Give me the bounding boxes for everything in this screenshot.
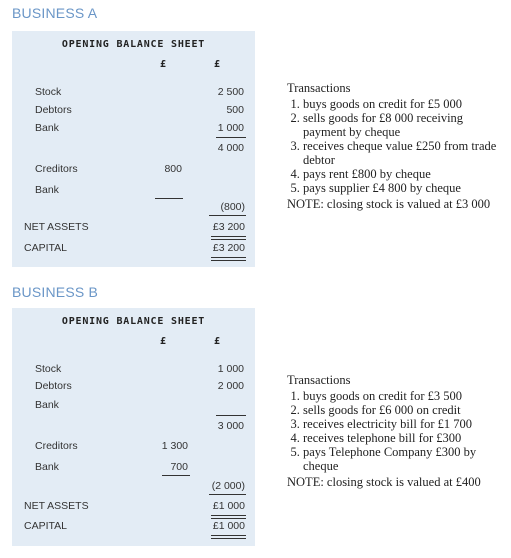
sheet-title: OPENING BALANCE SHEET [61, 316, 206, 327]
transactions-heading: Transactions [287, 81, 351, 95]
transaction-item: 5. pays supplier £4 800 by cheque [303, 181, 507, 195]
transaction-item: 2. sells goods for £6 000 on credit [303, 403, 507, 417]
double-rule [211, 515, 246, 519]
transaction-item: 3. receives electricity bill for £1 700 [303, 417, 507, 431]
transaction-item: 4. pays rent £800 by cheque [303, 167, 507, 181]
subtotal-rule [216, 415, 246, 416]
stock-value: 2 500 [217, 86, 244, 98]
capital-value: £1 000 [212, 520, 245, 532]
bank-value: 1 000 [217, 122, 244, 134]
creditors-value: 800 [164, 163, 182, 175]
debtors-value: 2 000 [217, 380, 244, 392]
transaction-item: 2. sells goods for £8 000 receiving payment by cheque [303, 111, 507, 139]
creditors-value: 1 300 [161, 440, 188, 452]
bank-label: Bank [35, 399, 59, 411]
business-b-heading: BUSINESS B [12, 284, 99, 300]
net-assets-rule [209, 494, 246, 495]
bank2-value: 700 [170, 461, 188, 473]
net-assets-value: £1 000 [212, 500, 245, 512]
business-b-transactions [287, 373, 507, 489]
net-assets-value: £3 200 [212, 221, 245, 233]
double-rule [211, 257, 246, 261]
creditors-label: Creditors [35, 163, 78, 175]
stock-label: Stock [35, 363, 62, 375]
liabilities-rule [162, 475, 190, 476]
bank-label: Bank [35, 122, 59, 134]
transaction-item: 3. receives cheque value £250 from trade debtor [303, 139, 507, 167]
currency-header: £ [214, 336, 221, 347]
subtotal-rule [216, 137, 246, 138]
stock-value: 1 000 [217, 363, 244, 375]
closing-stock-note: NOTE: closing stock is valued at £3 000 [287, 197, 491, 211]
bank2-label: Bank [35, 461, 59, 473]
liabilities-rule [155, 198, 183, 199]
double-rule [211, 535, 246, 539]
business-b-balance-sheet [12, 308, 255, 546]
closing-stock-note: NOTE: closing stock is valued at £400 [287, 475, 481, 489]
currency-header: £ [160, 59, 167, 70]
business-a-transactions [287, 81, 507, 211]
debtors-value: 500 [226, 104, 244, 116]
capital-label: CAPITAL [24, 242, 67, 254]
sheet-title: OPENING BALANCE SHEET [61, 39, 206, 50]
subtotal-value: 3 000 [217, 420, 244, 432]
net-assets-label: NET ASSETS [24, 500, 89, 512]
debtors-label: Debtors [35, 104, 72, 116]
creditors-label: Creditors [35, 440, 78, 452]
currency-header: £ [214, 59, 221, 70]
transactions-list [287, 97, 507, 195]
transaction-item: 1. buys goods on credit for £5 000 [303, 97, 507, 111]
net-assets-label: NET ASSETS [24, 221, 89, 233]
currency-header: £ [160, 336, 167, 347]
bank2-label: Bank [35, 184, 59, 196]
liabilities-total: (2 000) [211, 480, 245, 492]
transactions-heading: Transactions [287, 373, 351, 387]
transaction-item: 4. receives telephone bill for £300 [303, 431, 507, 445]
capital-value: £3 200 [212, 242, 245, 254]
net-assets-rule [209, 215, 246, 216]
transaction-item: 5. pays Telephone Company £300 by cheque [303, 445, 507, 473]
transactions-list [287, 389, 507, 473]
business-a-heading: BUSINESS A [12, 5, 98, 21]
capital-label: CAPITAL [24, 520, 67, 532]
debtors-label: Debtors [35, 380, 72, 392]
transaction-item: 1. buys goods on credit for £3 500 [303, 389, 507, 403]
double-rule [211, 236, 246, 240]
subtotal-value: 4 000 [217, 142, 244, 154]
business-a-balance-sheet [12, 31, 255, 267]
liabilities-total: (800) [220, 201, 245, 213]
stock-label: Stock [35, 86, 62, 98]
